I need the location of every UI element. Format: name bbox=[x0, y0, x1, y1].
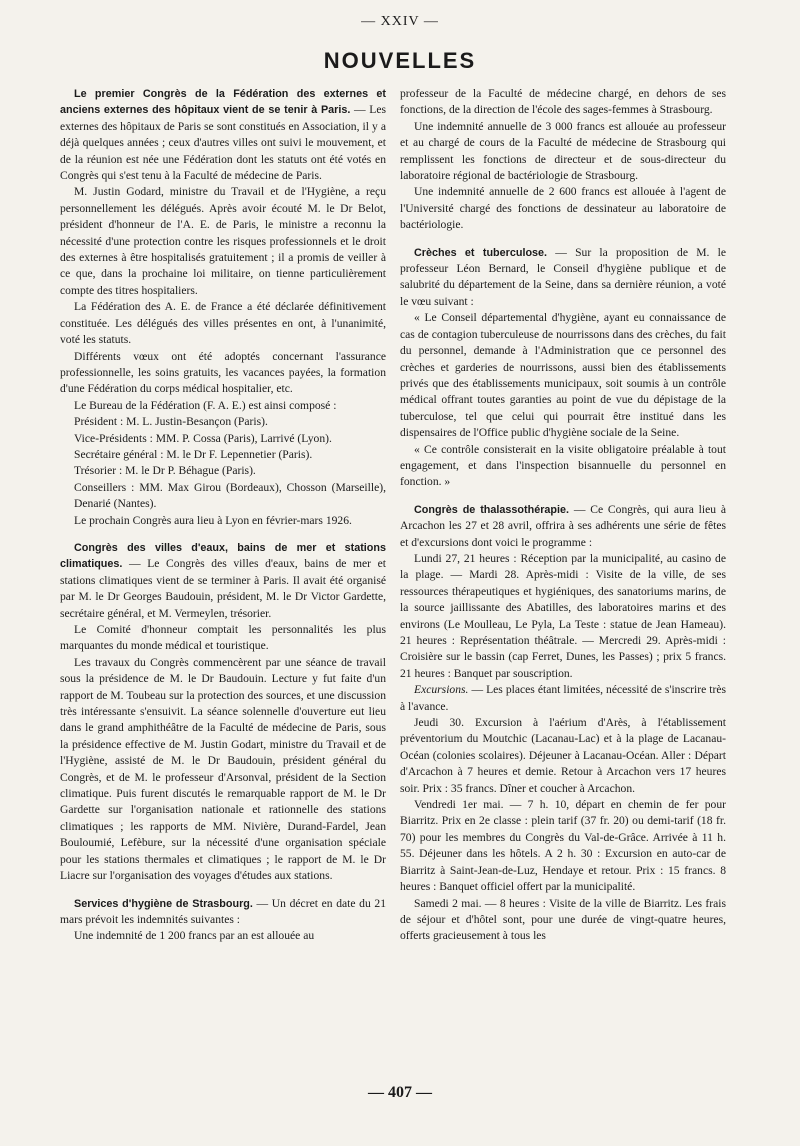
bureau-president: Président : M. L. Justin-Besançon (Paris). bbox=[74, 415, 268, 429]
article-heading: Le premier Congrès de la Fédération des externes et anciens externes des hôpitaux vient de se tenir à Paris. bbox=[60, 88, 386, 117]
bureau-vice-presidents: Vice-Présidents : MM. P. Cossa (Paris), Larrivé (Lyon). bbox=[74, 431, 332, 445]
page-number: — 407 — bbox=[368, 1084, 432, 1101]
article-creches-tuberculose bbox=[400, 245, 726, 311]
article-villes-eaux bbox=[60, 540, 386, 622]
paragraph: Les travaux du Congrès commencèrent par une séance de travail sous la présidence de M. le Dr Baudouin. Lecture y fut faite d'un rapport de M. Toubeau sur la protection des sources, et une discussion très intéressante s'ensuivit. La séance solennelle d'ouverture eut lieu dans le grand amphithéâtre de la Faculté de médecine de Paris, sous la présidence effective de M. Justin Godart, ministre du Travail et de l'Hygiène, assisté de M. le Dr Baudouin, président général du Congrès, et de M. le professeur d'Arsonval, président de la Section climatique. Puis furent discutés le remarquable rapport de M. le Dr Gardette sur l'organisation nationale et rationnelle des stations climatiques ; les rapports de MM. Nivière, Durand-Fardel, Jean Bouloumié, Lefèbure, sur la nécessité d'une organisation spéciale pour les stations thermales et climatiques ; le rapport de M. le Dr Liacre sur l'organisation des voyages d'études aux stations. bbox=[60, 655, 386, 883]
paragraph: — Le Congrès des villes d'eaux, bains de mer et stations climatiques vient de se terminer à Paris. Il avait été organisé par M. le Dr Georges Baudouin, président, M. le Dr Victor Gardette, secrétaire général, et M. Vermeylen, trésorier. bbox=[60, 557, 386, 620]
right-column bbox=[400, 86, 726, 945]
paragraph: Une indemnité annuelle de 3 000 francs est allouée au professeur et au chargé de cours de la Faculté de médecine de Strasbourg qui remplissent les fonctions de directeur et de sous-directeur du laboratoire régional de bactériologie de Strasbourg. bbox=[400, 119, 726, 183]
quoted-resolution: « Ce contrôle consisterait en la visite obligatoire préalable à tout engagement, et dans l'inspection bisannuelle du personnel en fonction. » bbox=[400, 442, 726, 489]
paragraph: Le prochain Congrès aura lieu à Lyon en février-mars 1926. bbox=[74, 513, 352, 527]
paragraph: — Ce Congrès, qui aura lieu à Arcachon les 27 et 28 avril, offrira à ses adhérents une série de fêtes et d'excursions dont voici le programme : bbox=[400, 502, 726, 549]
paragraph: Samedi 2 mai. — 8 heures : Visite de la ville de Biarritz. Les frais de séjour et d'hôtel sont, pour une durée de vingt-quatre heures, offerts gracieusement à tous les bbox=[400, 896, 726, 943]
bureau-secretaire: Secrétaire général : M. le Dr F. Lepennetier (Paris). bbox=[74, 447, 313, 461]
bureau-tresorier: Trésorier : M. le Dr P. Béhague (Paris). bbox=[74, 464, 256, 478]
paragraph: Différents vœux ont été adoptés concernant l'assurance professionnelle, les soins gratuits, les vacances payées, la formation d'une Fédération du corps médical hospitalier, etc. bbox=[60, 349, 386, 396]
paragraph: — Les externes des hôpitaux de Paris se sont constitués en Association, il y a déjà quelques années ; ceux d'autres villes ont suivi le mouvement, et de la réunion est née une Fédération dont les statuts ont été votés en Congrès qui s'est tenu à la Faculté de médecine de Paris. bbox=[60, 103, 386, 183]
paragraph: M. Justin Godard, ministre du Travail et de l'Hygiène, a reçu personnellement les délégués. Après avoir écouté M. le Dr Belot, président d'honneur de l'A. E. de Paris, le ministre a reconnu la nécessité d'une protection contre les risques professionnels et le droit des externes à être hospitalisés gratuitement ; il a promis de veiller à ce que, dans la prochaine loi militaire, on tienne particulièrement compte des titres hospitaliers. bbox=[60, 185, 386, 297]
paragraph: Le Comité d'honneur comptait les personnalités les plus marquantes du monde médical et touristique. bbox=[60, 623, 386, 653]
article-heading: Congrès de thalassothérapie. bbox=[414, 503, 570, 516]
paragraph bbox=[400, 682, 726, 715]
article-heading: Congrès des villes d'eaux, bains de mer et stations climatiques. bbox=[60, 541, 386, 571]
bureau-conseillers: Conseillers : MM. Max Girou (Bordeaux), Chosson (Marseille), Denarié (Nantes). bbox=[74, 480, 386, 511]
article-heading: Services d'hygiène de Strasbourg. bbox=[74, 897, 253, 910]
article-hygiene-strasbourg bbox=[60, 896, 386, 929]
paragraph: La Fédération des A. E. de France a été déclarée définitivement constituée. Les délégués des villes présentes en ont, à l'unanimité, voté les statuts. bbox=[60, 300, 386, 347]
paragraph: — Sur la proposition de M. le professeur Léon Bernard, le Conseil d'hygiène publique et de salubrité du département de la Seine, dans sa dernière réunion, a voté le vœu suivant : bbox=[400, 245, 726, 308]
quoted-resolution: « Le Conseil départemental d'hygiène, ayant eu connaissance de cas de contagion tuberculeuse de nourrissons dans des crèches, du fait du personnel, demande à l'Administration que ce personnel des crèches et garderies de nourrissons, aussi bien des établissements privés que des établissements municipaux, soit soumis à un contrôle médical offrant toutes garanties au point de vue du dépistage de la tuberculose, tel que celui qui pourrait être institué dans les dispensaires de l'Office public d'hygiène sociale de la Seine. bbox=[400, 311, 726, 440]
paragraph: Une indemnité annuelle de 2 600 francs est allouée à l'agent de l'Université chargé des fonctions de dessinateur au laboratoire de bactériologie. bbox=[400, 185, 726, 232]
paragraph: Jeudi 30. Excursion à l'aérium d'Arès, à l'établissement préventorium du Moutchic (Lacanau-Lac) et à la plage de Lacanau-Océan (colonies scolaires). Déjeuner à Lacanau-Océan. Aller : Départ d'Arcachon à 7 heures et demie. Retour à Arcachon vers 17 heures soir. Prix : 35 francs. Dîner et coucher à Arcachon. bbox=[400, 716, 726, 795]
paragraph-text: — Les places étant limitées, nécessité de s'inscrire très à l'avance. bbox=[400, 683, 726, 713]
excursions-label: Excursions. bbox=[414, 683, 469, 697]
paragraph: Le Bureau de la Fédération (F. A. E.) est ainsi composé : bbox=[74, 398, 337, 412]
left-column bbox=[60, 86, 386, 945]
article-federation-externes bbox=[60, 86, 386, 184]
paragraph: professeur de la Faculté de médecine chargé, en dehors de ses fonctions, de la direction de l'école des sages-femmes à Strasbourg. bbox=[400, 87, 726, 117]
article-heading: Crèches et tuberculose. bbox=[414, 246, 548, 259]
running-head: — XXIV — bbox=[361, 14, 439, 29]
paragraph: Une indemnité de 1 200 francs par an est allouée au bbox=[74, 929, 315, 943]
page-title: NOUVELLES bbox=[323, 48, 477, 73]
article-thalassotherapie bbox=[400, 502, 726, 551]
paragraph: Lundi 27, 21 heures : Réception par la municipalité, au casino de la plage. — Mardi 28. Après-midi : Visite de la ville, de ses ressources thérapeutiques et hygiéniques, des sanatoriums marins, de la source jaillissante des Abatilles, des laboratoires marins et des environs (Le Moulleau, Le Pyla, La Teste : statue de Jean Hameau). 21 heures : Représentation théâtrale. — Mercredi 29. Après-midi : Croisière sur le bassin (cap Ferret, Dunes, les Passes) ; prix 5 francs. 21 heures : Banquet par souscription. bbox=[400, 551, 726, 680]
paragraph: Vendredi 1er mai. — 7 h. 10, départ en chemin de fer pour Biarritz. Prix en 2e classe : plein tarif (37 fr. 20) ou demi-tarif (18 fr. 70) pour les membres du Congrès du Val-de-Grâce. Arrivée à 11 h. 55. Déjeuner dans les hôtels. A 2 h. 30 : Excursion en auto-car de Biarritz à Saint-Jean-de-Luz, Hendaye et retour. Prix : 15 francs. 8 heures : Banquet officiel offert par la municipalité. bbox=[400, 798, 726, 894]
paragraph: — Un décret en date du 21 mars prévoit les indemnités suivantes : bbox=[60, 896, 387, 926]
